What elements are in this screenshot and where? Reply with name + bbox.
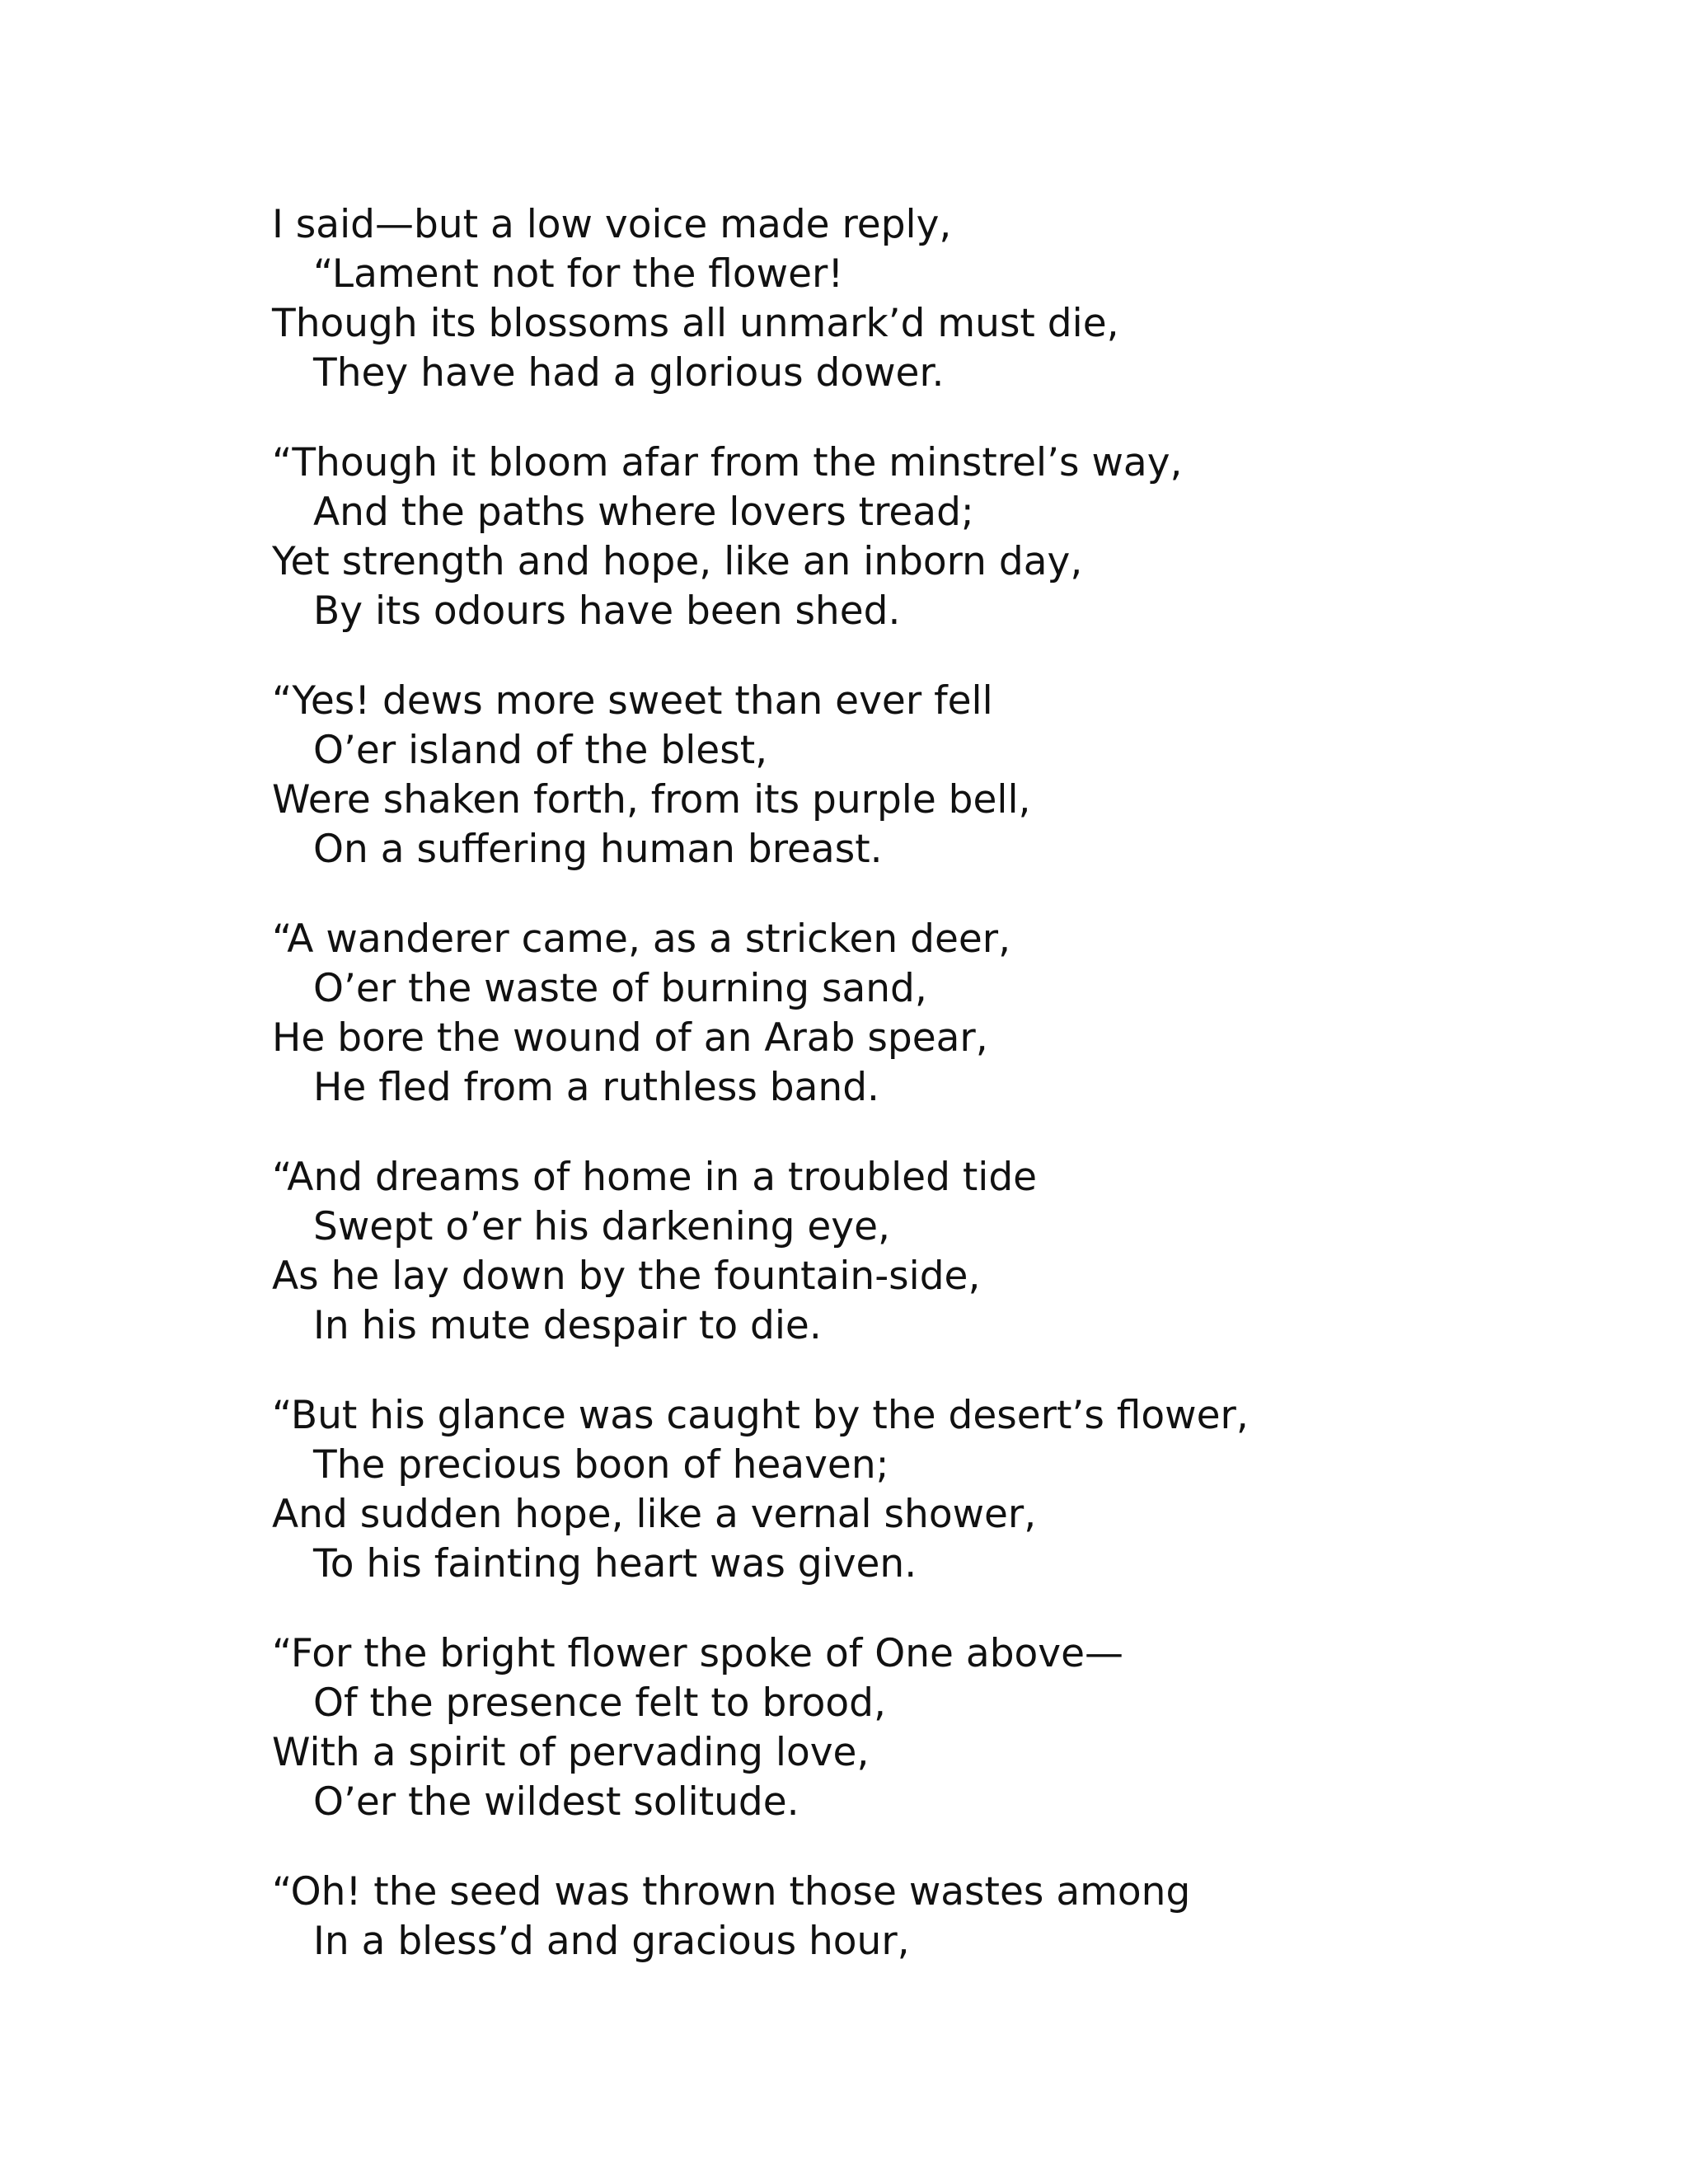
poem-line: In his mute despair to die. (313, 1303, 822, 1348)
stanza (272, 1868, 1591, 1966)
poem-line: He bore the wound of an Arab spear, (272, 1015, 988, 1061)
poem-line: Swept o’er his darkening eye, (313, 1204, 890, 1249)
stanza (272, 1391, 1591, 1589)
stanza (272, 200, 1591, 398)
poem-line: He fled from a ruthless band. (313, 1065, 879, 1110)
poem-line: “And dreams of home in a troubled tide (272, 1155, 1038, 1200)
poem-body (272, 200, 1591, 2007)
poem-line: With a spirit of pervading love, (272, 1730, 870, 1775)
stanza (272, 1153, 1591, 1351)
poem-line: Of the presence felt to brood, (313, 1680, 886, 1726)
poem-line: Though its blossoms all unmark’d must die, (272, 301, 1119, 346)
poem-line: By its odours have been shed. (313, 588, 901, 634)
stanza (272, 915, 1591, 1113)
poem-line: Yet strength and hope, like an inborn day, (272, 539, 1083, 584)
poem-line: O’er the waste of burning sand, (313, 966, 927, 1011)
stanza (272, 1629, 1591, 1827)
poem-line: “But his glance was caught by the desert’s flower, (272, 1393, 1249, 1438)
stanza (272, 438, 1591, 636)
poem-line: “Though it bloom afar from the minstrel’s way, (272, 440, 1183, 485)
poem-line: As he lay down by the fountain-side, (272, 1254, 981, 1299)
poem-line: And the paths where lovers tread; (313, 490, 974, 535)
poem-line: “Yes! dews more sweet than ever fell (272, 678, 993, 724)
poem-line: In a bless’d and gracious hour, (313, 1919, 910, 1964)
poem-line: O’er the wildest solitude. (313, 1779, 799, 1825)
poem-line: To his fainting heart was given. (313, 1541, 917, 1586)
poem-line: And sudden hope, like a vernal shower, (272, 1492, 1037, 1537)
poem-line: “Lament not for the flower! (313, 251, 844, 297)
poem-line: I said—but a low voice made reply, (272, 202, 952, 247)
poem-line: O’er island of the blest, (313, 728, 768, 773)
stanza (272, 677, 1591, 874)
poem-line: On a suffering human breast. (313, 827, 883, 872)
poem-line: “A wanderer came, as a stricken deer, (272, 916, 1011, 962)
poem-line: “Oh! the seed was thrown those wastes among (272, 1869, 1191, 1915)
poem-line: The precious boon of heaven; (313, 1442, 889, 1488)
poem-line: “For the bright flower spoke of One above— (272, 1631, 1124, 1676)
poem-line: They have had a glorious dower. (313, 350, 945, 396)
poem-line: Were shaken forth, from its purple bell, (272, 777, 1031, 823)
